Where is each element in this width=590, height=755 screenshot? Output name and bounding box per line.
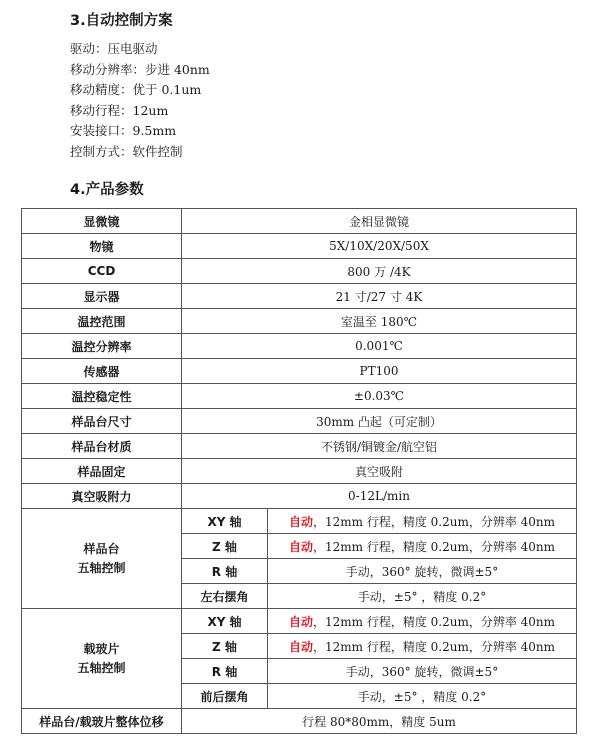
axis-spec: ，12mm 行程，精度 0.2um，分辨率 40nm (312, 514, 556, 529)
table-row (22, 459, 577, 484)
axis-label: 左右摆角 (182, 584, 268, 609)
table-row (22, 509, 577, 534)
axis-label: 前后摆角 (182, 684, 268, 709)
group1-label (22, 509, 182, 609)
table-row (22, 384, 577, 409)
param-value: 行程 80*80mm，精度 5um (182, 709, 577, 734)
group2-label (22, 609, 182, 709)
param-value: ±0.03℃ (182, 384, 577, 409)
table-row (22, 284, 577, 309)
param-value: 真空吸附 (182, 459, 577, 484)
axis-value (268, 509, 577, 534)
spec-travel: 移动行程：12um (70, 102, 169, 118)
axis-label: R 轴 (182, 559, 268, 584)
axis-spec: ，12mm 行程，精度 0.2um，分辨率 40nm (312, 539, 556, 554)
param-label: 样品台/载玻片整体位移 (22, 709, 182, 734)
param-label: 温控稳定性 (22, 384, 182, 409)
axis-spec: ，12mm 行程，精度 0.2um，分辨率 40nm (312, 639, 556, 654)
param-value: 室温至 180℃ (182, 309, 577, 334)
axis-label: XY 轴 (182, 509, 268, 534)
axis-spec: 手动，±5° ，精度 0.2° (357, 689, 487, 704)
spec-drive: 驱动：压电驱动 (70, 41, 158, 56)
param-label: 样品固定 (22, 459, 182, 484)
auto-highlight: 自动 (288, 639, 313, 654)
auto-highlight: 自动 (288, 514, 313, 529)
axis-spec: 手动，360° 旋转，微调±5° (345, 664, 499, 679)
param-label: 真空吸附力 (22, 484, 182, 509)
group1-label-line2: 五轴控制 (77, 560, 126, 575)
param-label: 传感器 (22, 359, 182, 384)
axis-value (268, 659, 577, 684)
table-row (22, 609, 577, 634)
axis-label: R 轴 (182, 659, 268, 684)
param-label: CCD (22, 259, 182, 284)
auto-highlight: 自动 (288, 614, 313, 629)
param-label: 显微镜 (22, 209, 182, 234)
control-specs-list (70, 39, 210, 162)
table-row (22, 709, 577, 734)
param-label: 温控分辨率 (22, 334, 182, 359)
axis-label: Z 轴 (182, 634, 268, 659)
table-row (22, 334, 577, 359)
param-value: PT100 (182, 359, 577, 384)
param-value: 5X/10X/20X/50X (182, 234, 577, 259)
param-label: 显示器 (22, 284, 182, 309)
axis-value (268, 584, 577, 609)
spec-mount: 安装接口：9.5mm (70, 123, 177, 138)
param-value: 0.001℃ (182, 334, 577, 359)
param-value: 21 寸/27 寸 4K (182, 284, 577, 309)
table-row (22, 484, 577, 509)
param-value: 30mm 凸起（可定制） (182, 409, 577, 434)
table-row (22, 259, 577, 284)
axis-value (268, 534, 577, 559)
table-row (22, 359, 577, 384)
auto-highlight: 自动 (288, 539, 313, 554)
axis-value (268, 634, 577, 659)
table-row (22, 234, 577, 259)
spec-precision: 移动精度：优于 0.1um (70, 82, 202, 97)
group2-label-line1: 载玻片 (83, 641, 120, 656)
axis-value (268, 684, 577, 709)
product-params-table (21, 208, 577, 734)
param-value: 800 万 /4K (182, 259, 577, 284)
param-value: 金相显微镜 (182, 209, 577, 234)
axis-value (268, 559, 577, 584)
param-label: 物镜 (22, 234, 182, 259)
axis-spec: 手动，±5° ，精度 0.2° (357, 589, 487, 604)
section-3-title: 3.自动控制方案 (70, 13, 173, 29)
section-4-title: 4.产品参数 (70, 182, 144, 198)
table-row (22, 409, 577, 434)
table-row (22, 309, 577, 334)
axis-spec: 手动，360° 旋转，微调±5° (345, 564, 499, 579)
param-value: 0-12L/min (182, 484, 577, 509)
axis-label: Z 轴 (182, 534, 268, 559)
axis-value (268, 609, 577, 634)
param-label: 温控范围 (22, 309, 182, 334)
param-label: 样品台材质 (22, 434, 182, 459)
axis-spec: ，12mm 行程，精度 0.2um，分辨率 40nm (312, 614, 556, 629)
param-value: 不锈钢/铜镀金/航空铝 (182, 434, 577, 459)
spec-resolution: 移动分辨率：步进 40nm (70, 61, 210, 77)
table-row (22, 434, 577, 459)
param-label: 样品台尺寸 (22, 409, 182, 434)
axis-label: XY 轴 (182, 609, 268, 634)
group2-label-line2: 五轴控制 (77, 660, 126, 675)
table-row (22, 209, 577, 234)
group1-label-line1: 样品台 (83, 541, 120, 556)
spec-control-mode: 控制方式：软件控制 (70, 143, 183, 159)
